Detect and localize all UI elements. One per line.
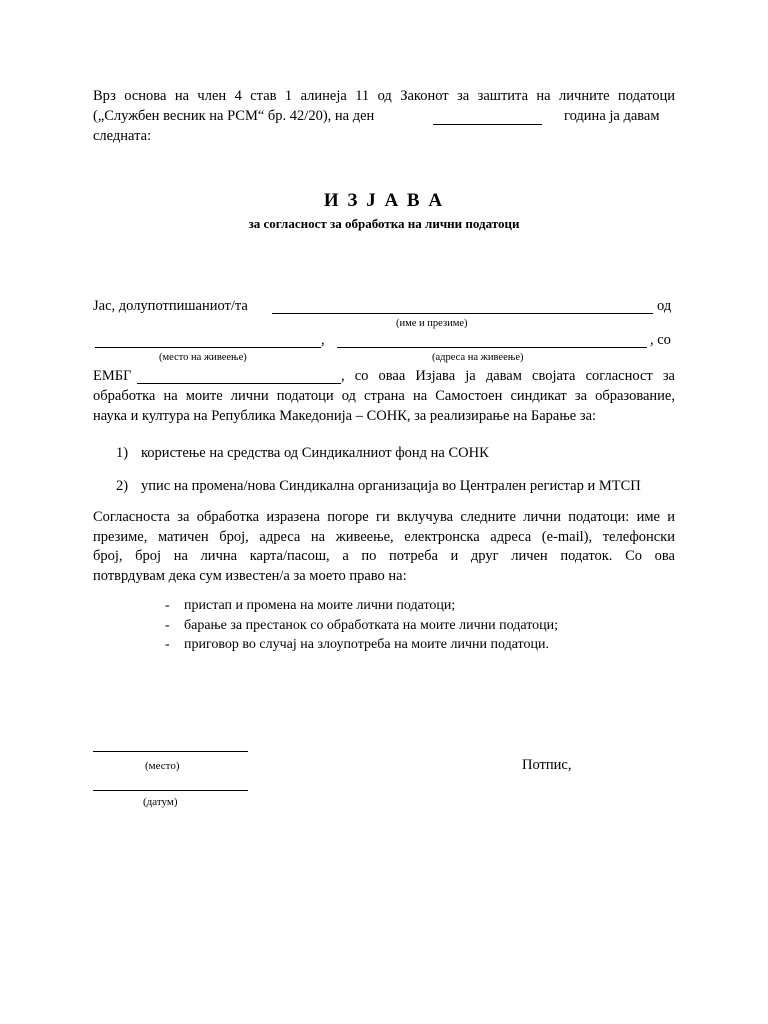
list-item-number: 2) xyxy=(116,478,129,494)
consent-line-2: презиме, матичен број, адреса на живеење, електронска адреса (e-mail), телефонски xyxy=(93,529,675,545)
consent-line-3: број, број на лична карта/пасош, а по потреба и друг личен податок. Со ова xyxy=(93,548,675,564)
intro-line-3: следната: xyxy=(93,128,152,144)
list-item-text: упис на промена/нова Синдикална организација во Централен регистар и МТСП xyxy=(141,478,641,494)
footer-date-caption: (датум) xyxy=(143,796,178,808)
bullet-dash: - xyxy=(165,637,170,652)
bullet-dash: - xyxy=(165,598,170,613)
date-signature-line xyxy=(93,790,248,791)
signer-od: од xyxy=(657,298,672,314)
bullet-dash: - xyxy=(165,618,170,633)
consent-line-1: Согласноста за обработка изразена погоре ги вклучува следните лични податоци: име и xyxy=(93,509,675,525)
embg-rest: , со оваа Изјава ја давам својата согласност за xyxy=(341,368,675,384)
address-caption: (адреса на живеење) xyxy=(432,352,524,363)
signer-line-3: наука и култура на Република Македонија – СОНК, за реализирање на Барање за: xyxy=(93,408,597,424)
consent-line-4: потврдувам дека сум известен/а за моето право на: xyxy=(93,568,407,584)
document-title: И З Ј А В А xyxy=(323,190,445,211)
address-blank-line xyxy=(337,347,647,348)
place-caption: (место на живеење) xyxy=(159,352,247,363)
right-item: приговор во случај на злоупотреба на моите лични податоци. xyxy=(184,637,549,652)
intro-line-2-end: година ја давам xyxy=(564,108,660,124)
embg-blank-line xyxy=(137,383,341,384)
list-item-number: 1) xyxy=(116,445,129,461)
place-blank-line xyxy=(95,347,321,348)
signer-so: , со xyxy=(650,332,671,348)
intro-line-2-start: („Службен весник на РСМ“ бр. 42/20), на ден xyxy=(93,108,375,124)
place-signature-line xyxy=(93,751,248,752)
list-item-text: користење на средства од Синдикалниот фонд на СОНК xyxy=(141,445,489,461)
right-item: пристап и промена на моите лични податоци; xyxy=(184,598,456,613)
document-subtitle: за согласност за обработка на лични податоци xyxy=(248,216,520,231)
name-caption: (име и презиме) xyxy=(396,318,468,329)
date-blank-line xyxy=(433,124,542,125)
signer-line-2: обработка на моите лични податоци од страна на Самостоен синдикат за образование, xyxy=(93,388,675,404)
embg-label: ЕМБГ xyxy=(93,368,132,384)
comma-separator: , xyxy=(321,332,325,348)
signature-label: Потпис, xyxy=(522,757,572,773)
footer-place-caption: (место) xyxy=(145,760,180,772)
right-item: барање за престанок со обработката на моите лични податоци; xyxy=(184,618,559,633)
intro-line-1: Врз основа на член 4 став 1 алинеја 11 од Законот за заштита на личните податоци xyxy=(93,88,675,104)
signer-prefix: Јас, долупотпишаниот/та xyxy=(93,298,248,314)
name-blank-line xyxy=(272,313,653,314)
